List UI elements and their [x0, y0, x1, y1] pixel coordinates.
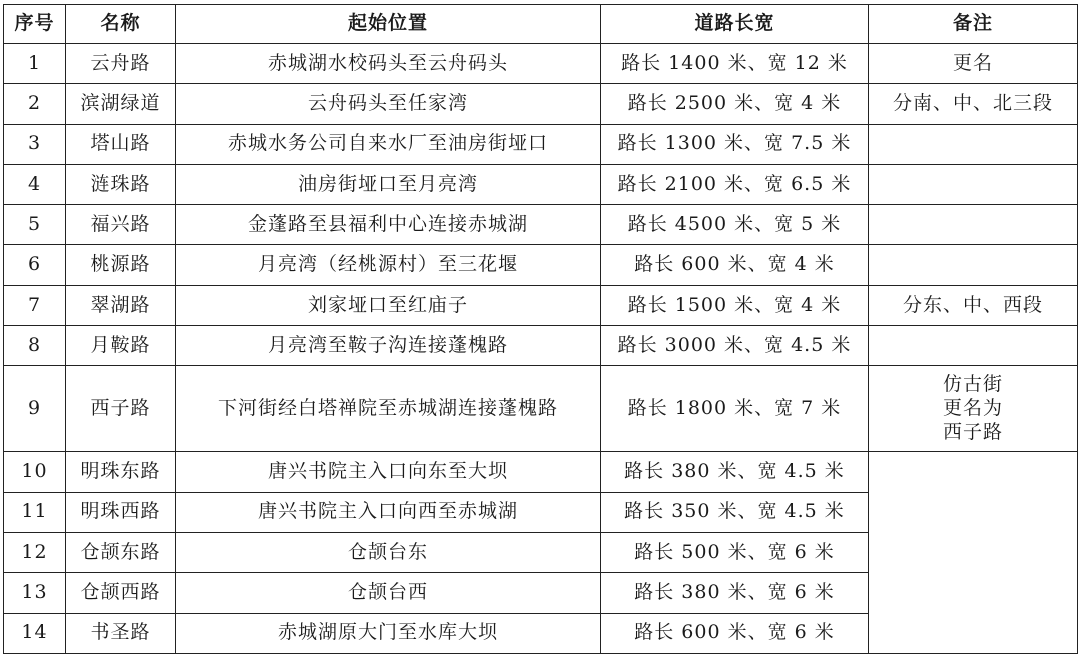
cell-name: 仓颉西路: [66, 573, 176, 613]
cell-size: 路长 600 米、宽 4 米: [601, 245, 869, 285]
cell-size: 路长 600 米、宽 6 米: [601, 613, 869, 653]
cell-no: 7: [4, 285, 66, 325]
cell-note: [869, 245, 1078, 285]
cell-no: 4: [4, 164, 66, 204]
cell-note: [869, 164, 1078, 204]
cell-name: 明珠西路: [66, 492, 176, 532]
cell-location: 油房街垭口至月亮湾: [176, 164, 601, 204]
header-no: 序号: [4, 5, 66, 44]
table-row: [4, 84, 1078, 124]
cell-size: 路长 380 米、宽 6 米: [601, 573, 869, 613]
cell-no: 2: [4, 84, 66, 124]
cell-note: 分东、中、西段: [869, 285, 1078, 325]
cell-size: 路长 500 米、宽 6 米: [601, 532, 869, 572]
cell-location: 唐兴书院主入口向东至大坝: [176, 452, 601, 492]
cell-size: 路长 350 米、宽 4.5 米: [601, 492, 869, 532]
cell-no: 9: [4, 366, 66, 452]
table-row: [4, 205, 1078, 245]
cell-location: 金蓬路至县福利中心连接赤城湖: [176, 205, 601, 245]
cell-no: 5: [4, 205, 66, 245]
note-line: 仿古街: [942, 373, 1003, 396]
cell-no: 14: [4, 613, 66, 653]
table-row: [4, 124, 1078, 164]
road-table: [3, 4, 1078, 654]
cell-location: 仓颉台西: [176, 573, 601, 613]
header-note: 备注: [869, 5, 1078, 44]
cell-name: 明珠东路: [66, 452, 176, 492]
cell-note: [869, 326, 1078, 366]
cell-name: 涟珠路: [66, 164, 176, 204]
cell-no: 6: [4, 245, 66, 285]
cell-name: 西子路: [66, 366, 176, 452]
table-row: [4, 245, 1078, 285]
cell-note: 更名: [869, 44, 1078, 84]
cell-no: 3: [4, 124, 66, 164]
cell-no: 8: [4, 326, 66, 366]
cell-location: 唐兴书院主入口向西至赤城湖: [176, 492, 601, 532]
cell-location: 刘家垭口至红庙子: [176, 285, 601, 325]
header-location: 起始位置: [176, 5, 601, 44]
cell-name: 塔山路: [66, 124, 176, 164]
cell-size: 路长 2100 米、宽 6.5 米: [601, 164, 869, 204]
cell-size: 路长 4500 米、宽 5 米: [601, 205, 869, 245]
cell-location: 月亮湾（经桃源村）至三花堰: [176, 245, 601, 285]
cell-no: 12: [4, 532, 66, 572]
cell-size: 路长 1300 米、宽 7.5 米: [601, 124, 869, 164]
cell-location: 云舟码头至任家湾: [176, 84, 601, 124]
cell-size: 路长 3000 米、宽 4.5 米: [601, 326, 869, 366]
header-name: 名称: [66, 5, 176, 44]
table-row: [4, 285, 1078, 325]
table-row: [4, 452, 1078, 492]
cell-note-merged: [869, 452, 1078, 653]
cell-size: 路长 380 米、宽 4.5 米: [601, 452, 869, 492]
cell-note: [869, 366, 1078, 452]
cell-location: 仓颉台东: [176, 532, 601, 572]
cell-location: 下河街经白塔禅院至赤城湖连接蓬槐路: [176, 366, 601, 452]
cell-name: 福兴路: [66, 205, 176, 245]
note-line: 更名为: [942, 397, 1003, 419]
cell-name: 桃源路: [66, 245, 176, 285]
cell-size: 路长 1800 米、宽 7 米: [601, 366, 869, 452]
header-row: [4, 5, 1078, 44]
cell-note: 分南、中、北三段: [869, 84, 1078, 124]
header-size: 道路长宽: [601, 5, 869, 44]
cell-no: 11: [4, 492, 66, 532]
cell-location: 赤城湖水校码头至云舟码头: [176, 44, 601, 84]
cell-name: 书圣路: [66, 613, 176, 653]
cell-name: 仓颉东路: [66, 532, 176, 572]
cell-location: 赤城湖原大门至水库大坝: [176, 613, 601, 653]
cell-location: 赤城水务公司自来水厂至油房街垭口: [176, 124, 601, 164]
cell-note: [869, 205, 1078, 245]
table-row: [4, 44, 1078, 84]
table-row: [4, 164, 1078, 204]
table-row: [4, 326, 1078, 366]
cell-size: 路长 1400 米、宽 12 米: [601, 44, 869, 84]
cell-name: 翠湖路: [66, 285, 176, 325]
cell-size: 路长 2500 米、宽 4 米: [601, 84, 869, 124]
cell-no: 10: [4, 452, 66, 492]
cell-no: 1: [4, 44, 66, 84]
table-row: [4, 366, 1078, 452]
cell-name: 月鞍路: [66, 326, 176, 366]
note-line: 西子路: [942, 420, 1003, 443]
cell-note: [869, 124, 1078, 164]
cell-size: 路长 1500 米、宽 4 米: [601, 285, 869, 325]
cell-name: 云舟路: [66, 44, 176, 84]
cell-name: 滨湖绿道: [66, 84, 176, 124]
cell-no: 13: [4, 573, 66, 613]
cell-location: 月亮湾至鞍子沟连接蓬槐路: [176, 326, 601, 366]
